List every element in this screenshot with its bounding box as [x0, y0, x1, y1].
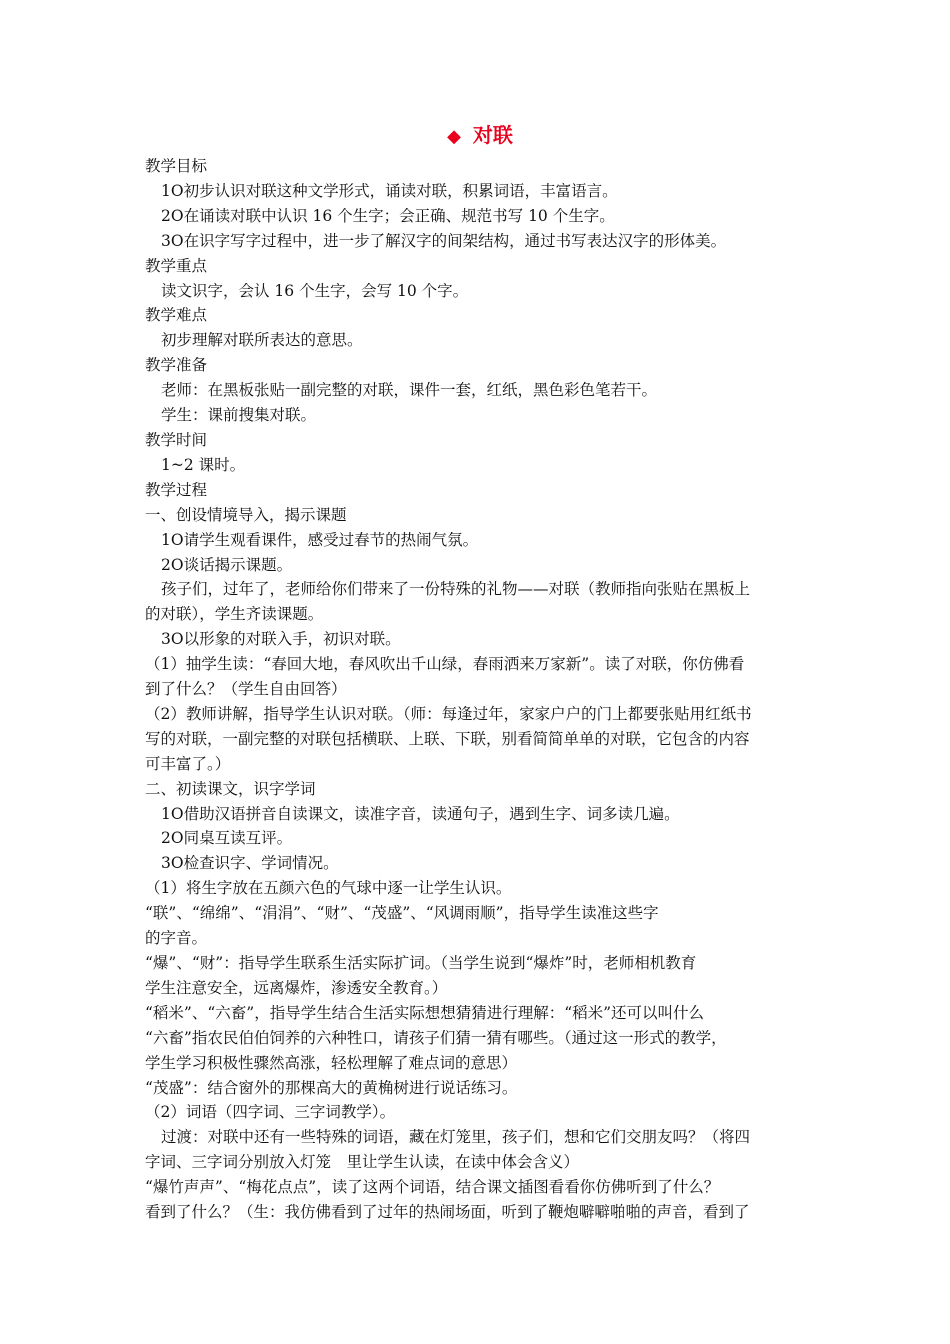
text-line: 3O检查识字、学词情况。: [161, 854, 339, 873]
text-line: 学生注意安全，远离爆炸，渗透安全教育。）: [145, 978, 448, 997]
text-line: 学生：课前搜集对联。: [161, 406, 317, 425]
text-line: 教学时间: [145, 430, 208, 449]
text-line: 1O初步认识对联这种文学形式，诵读对联，积累词语，丰富语言。: [161, 181, 618, 200]
text-line: 读文识字，会认 16 个生字，会写 10 个字。: [161, 281, 469, 300]
text-line: 2O在诵读对联中认识 16 个生字；会正确、规范书写 10 个生字。: [161, 206, 615, 225]
text-line: 过渡：对联中还有一些特殊的词语，藏在灯笼里，孩子们，想和它们交朋友吗？（将四: [161, 1128, 751, 1147]
text-line: 的对联），学生齐读课题。: [145, 605, 324, 624]
document-body: [145, 154, 815, 1225]
text-line: “茂盛”：结合窗外的那棵高大的黄桷树进行说话练习。: [145, 1078, 518, 1097]
text-line: 1O请学生观看课件，感受过春节的热闹气氛。: [161, 530, 479, 549]
text-line: 写的对联，一副完整的对联包括横联、上联、下联，别看简简单单的对联，它包含的内容: [145, 729, 750, 748]
text-line: 教学过程: [145, 480, 208, 499]
text-line: “六畜”指农民伯伯饲养的六种牲口，请孩子们猜一猜有哪些。（通过这一形式的教学，: [145, 1028, 727, 1047]
text-line: 2O谈话揭示课题。: [161, 555, 293, 574]
text-line: 孩子们，过年了，老师给你们带来了一份特殊的礼物——对联（教师指向张贴在黑板上: [161, 580, 751, 599]
text-line: “爆”、“财”：指导学生联系生活实际扩词。（当学生说到“爆炸”时，老师相机教育: [145, 954, 697, 972]
text-line: 学生学习积极性骤然高涨，轻松理解了难点词的意思）: [145, 1053, 518, 1072]
text-line: 教学难点: [145, 306, 208, 325]
text-line: （2）教师讲解，指导学生认识对联。（师：每逢过年，家家户户的门上都要张贴用红纸书: [145, 704, 752, 723]
document-page: [145, 118, 815, 1225]
text-line: 2O同桌互读互评。: [161, 829, 293, 848]
text-line: 可丰富了。）: [145, 754, 231, 773]
text-line: “联”、“绵绵”、“涓涓”、“财”、“茂盛”、“风调雨顺”，指导学生读准这些字: [145, 904, 659, 923]
text-line: 的字音。: [145, 929, 208, 948]
text-line: “爆竹声声”、“梅花点点”，读了这两个词语，结合课文插图看看你仿佛听到了什么？: [145, 1178, 720, 1197]
text-line: 3O以形象的对联入手，初识对联。: [161, 630, 401, 649]
document-title: [145, 118, 815, 154]
text-line: “稻米”、“六畜”，指导学生结合生活实际想想猜猜进行理解：“稻米”还可以叫什么: [145, 1003, 705, 1022]
text-line: 老师：在黑板张贴一副完整的对联，课件一套，红纸，黑色彩色笔若干。: [161, 381, 658, 400]
text-line: 看到了什么？（生：我仿佛看到了过年的热闹场面，听到了鞭炮噼噼啪啪的声音，看到了: [145, 1203, 750, 1222]
text-line: （1）抽学生读：“春回大地，春风吹出千山绿，春雨洒来万家新”。读了对联，你仿佛看: [145, 655, 745, 674]
text-line: 字词、三字词分别放入灯笼 里让学生认读，在读中体会含义）: [145, 1153, 580, 1172]
text-line: 教学准备: [145, 356, 208, 375]
text-line: 教学目标: [145, 157, 208, 175]
text-line: （1）将生字放在五颜六色的气球中逐一让学生认识。: [145, 879, 512, 898]
text-line: 二、初读课文，识字学词: [145, 779, 316, 798]
text-line: 3O在识字写字过程中，进一步了解汉字的间架结构，通过书写表达汉字的形体美。: [161, 231, 727, 250]
diamond-icon: ◆: [447, 126, 461, 147]
text-line: （2）词语（四字词、三字词教学）。: [145, 1103, 396, 1122]
text-line: 到了什么？（学生自由回答）: [145, 680, 347, 699]
text-line: 教学重点: [145, 256, 208, 275]
text-line: 一、创设情境导入，揭示课题: [145, 505, 347, 524]
text-line: 1O借助汉语拼音自读课文，读准字音，读通句子，遇到生字、词多读几遍。: [161, 804, 680, 823]
text-line: 初步理解对联所表达的意思。: [161, 331, 363, 350]
text-line: 1~2 课时。: [161, 455, 246, 474]
title-text: 对联: [472, 123, 513, 147]
